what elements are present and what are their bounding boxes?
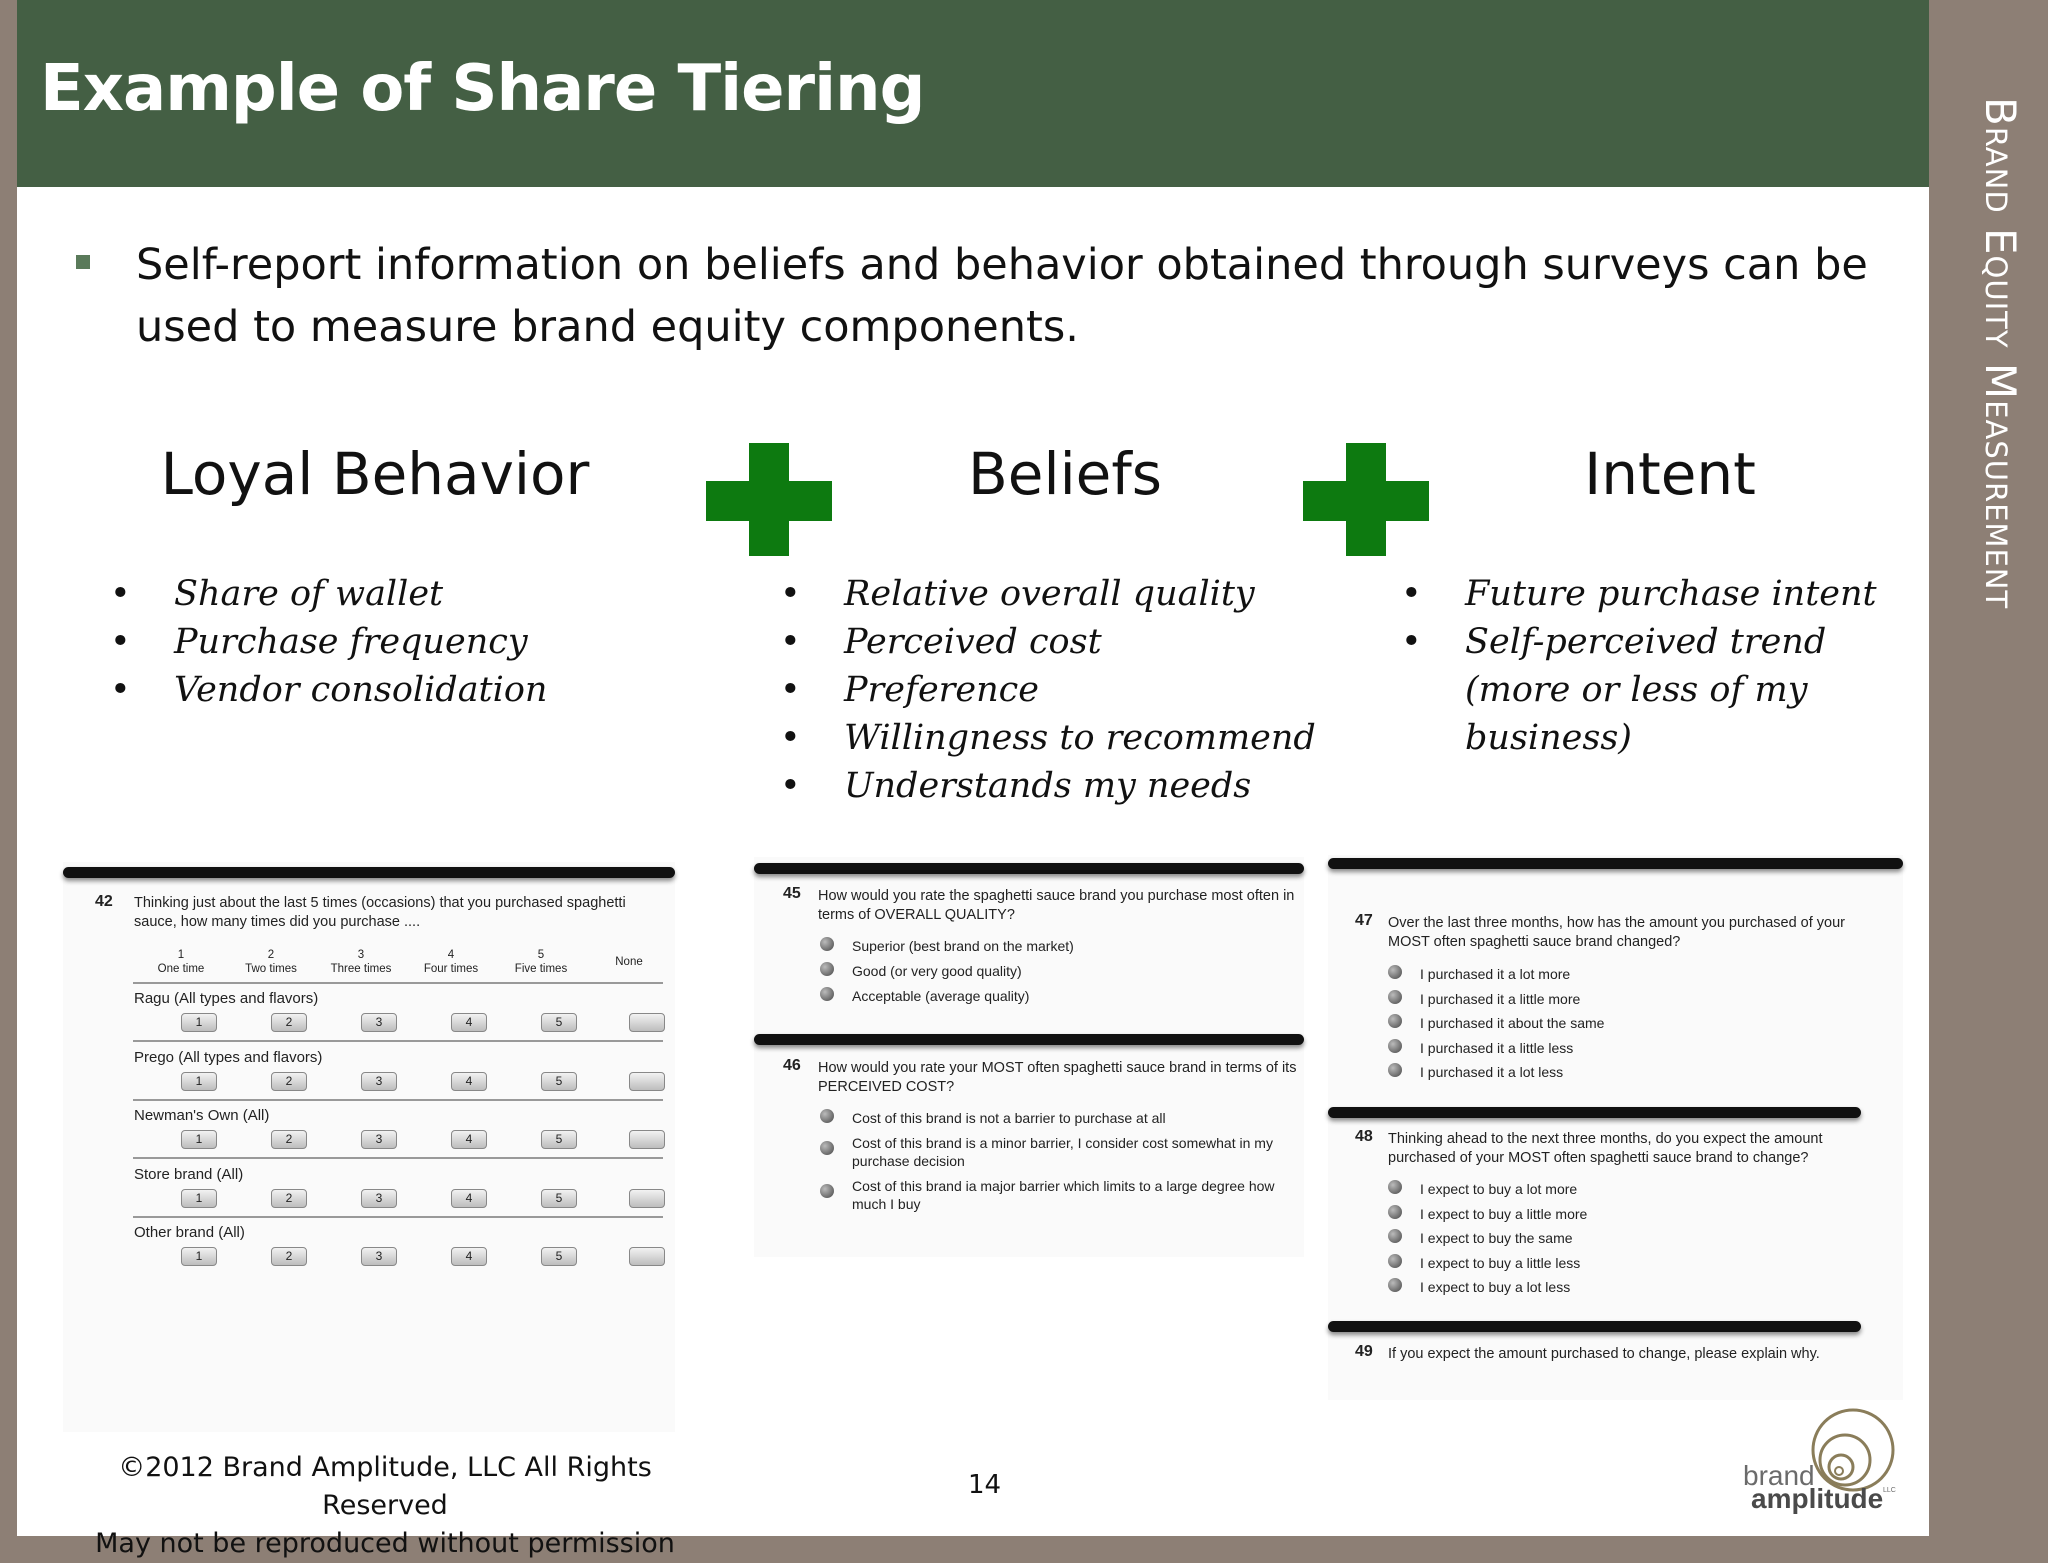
radio-option[interactable] [1388,1278,1402,1292]
radio-option[interactable] [1388,1014,1402,1028]
scale-option-button[interactable]: 4 [451,1130,487,1149]
scale-header: 3 Three times [330,949,392,975]
scale-option-button[interactable]: 2 [271,1130,307,1149]
option-label: I purchased it about the same [1420,1015,1605,1031]
option-label: I purchased it a lot less [1420,1064,1564,1080]
scale-option-button[interactable]: 4 [451,1247,487,1266]
scale-header: None [615,956,643,968]
row-label: Store brand (All) [134,1165,244,1183]
scale-option-button[interactable]: 4 [451,1189,487,1208]
divider [133,1040,663,1042]
list-item: • Vendor consolidation [110,666,670,714]
logo-llc: LLC [1883,1487,1896,1494]
radio-option[interactable] [820,1109,834,1123]
side-section-label [1965,97,2025,797]
radio-option[interactable] [1388,965,1402,979]
radio-option[interactable] [820,937,834,951]
copyright-line: ©2012 Brand Amplitude, LLC All Rights Reserved [118,1452,652,1521]
question-text: Thinking ahead to the next three months, do you expect the amount purchased of your MOST often spaghetti sauce brand to change? [1388,1131,1823,1166]
question-number: 45 [783,885,801,902]
survey-panel-q47-q49 [1328,855,1903,1400]
survey-panel-q42 [63,862,675,1432]
option-label: I expect to buy a little less [1420,1254,1581,1271]
scale-option-button[interactable]: 4 [451,1013,487,1032]
plus-icon [706,443,832,556]
option-label: Cost of this brand is not a barrier to purchase at all [852,1110,1166,1126]
logo-word-amplitude: amplitude [1751,1483,1884,1514]
option-label: I expect to buy a lot more [1420,1181,1578,1197]
question-number: 42 [95,893,113,910]
radio-option[interactable] [1388,1063,1402,1077]
option-label: I purchased it a little more [1420,990,1581,1007]
scale-option-button[interactable]: 3 [361,1072,397,1091]
scale-option-button[interactable]: 5 [541,1072,577,1091]
side-section-text: Brand Equity Measurement [1976,97,2025,610]
scale-header: 5 Five times [514,949,568,975]
row-label: Other brand (All) [134,1224,245,1241]
scale-header: 2 Two times [245,949,297,975]
beliefs-list [780,570,1340,810]
column-title-loyal-behavior: Loyal Behavior [160,440,590,508]
page-number: 14 [968,1470,1002,1500]
list-item: • Self-perceived trend (more or less of my business) [1401,618,1921,762]
scale-option-button[interactable]: 5 [541,1189,577,1208]
list-item: • Future purchase intent [1401,570,1921,618]
panel-rule [754,1034,1304,1045]
loyal-behavior-list [110,570,670,714]
scale-option-button[interactable] [629,1013,665,1032]
option-label: I expect to buy the same [1420,1230,1573,1246]
row-label: Ragu (All types and flavors) [134,990,319,1007]
list-item: • Willingness to recommend [780,714,1340,762]
divider [133,1099,663,1101]
question-number: 47 [1355,912,1373,929]
radio-option[interactable] [820,962,834,976]
option-label: Good (or very good quality) [852,963,1022,979]
intro-text: Self-report information on beliefs and behavior obtained through surveys can be used to measure brand equity components. [136,240,1868,352]
column-title-intent: Intent [1584,440,1756,508]
question-text: How would you rate your MOST often spaghetti sauce brand in terms of its PERCEIVED COST? [818,1060,1297,1095]
radio-option[interactable] [820,1141,834,1155]
panel-rule [63,867,675,878]
option-label: I purchased it a little less [1420,1039,1574,1056]
list-item: • Relative overall quality [780,570,1340,618]
option-label: Cost of this brand ia major barrier which limits to a large degree how much I buy [852,1178,1275,1212]
question-number: 49 [1355,1343,1373,1360]
radio-option[interactable] [1388,1254,1402,1268]
scale-option-button[interactable]: 1 [181,1189,217,1208]
question-number: 46 [783,1057,801,1074]
divider [133,982,663,984]
radio-option[interactable] [1388,1229,1402,1243]
panel-rule [754,863,1304,874]
column-title-beliefs: Beliefs [967,440,1163,508]
option-label: Acceptable (average quality) [852,988,1030,1004]
scale-option-button[interactable]: 1 [181,1247,217,1266]
scale-option-button[interactable]: 1 [181,1013,217,1032]
radio-option[interactable] [1388,1205,1402,1219]
option-label: I expect to buy a lot less [1420,1279,1571,1295]
scale-option-button[interactable] [629,1247,665,1266]
option-label: Superior (best brand on the market) [852,938,1074,954]
list-item: • Understands my needs [780,762,1340,810]
radio-option[interactable] [1388,1180,1402,1194]
slide-title: Example of Share Tiering [40,52,925,126]
option-label: I purchased it a lot more [1420,966,1571,982]
scale-header: 4 Four times [423,949,479,975]
list-item: • Preference [780,666,1340,714]
intro-bullet-icon [76,255,90,269]
scale-option-button[interactable]: 1 [181,1072,217,1091]
scale-option-button[interactable]: 3 [361,1130,397,1149]
scale-option-button[interactable]: 5 [541,1013,577,1032]
scale-option-button[interactable]: 5 [541,1130,577,1149]
radio-option[interactable] [820,987,834,1001]
scale-option-button[interactable] [629,1189,665,1208]
list-item: • Purchase frequency [110,618,670,666]
scale-header: 1 One time [157,949,205,975]
question-text: How would you rate the spaghetti sauce brand you purchase most often in terms of OVERALL QUALITY? [818,888,1295,923]
logo-word-brand: brand [1743,1460,1815,1491]
permission-line: May not be reproduced without permission [95,1528,675,1559]
radio-option[interactable] [1388,1039,1402,1053]
radio-option[interactable] [820,1184,834,1198]
row-label: Prego (All types and flavors) [134,1048,323,1066]
scale-option-button[interactable]: 1 [181,1130,217,1149]
survey-panel-q45-q46 [754,857,1304,1257]
copyright-footer [75,1449,695,1563]
divider [133,1157,663,1159]
radio-option[interactable] [1388,990,1402,1004]
question-text: Thinking just about the last 5 times (occasions) that you purchased spaghetti sauce, how many times did you purchase .... [134,895,626,930]
left-border [0,0,17,1536]
question-text: If you expect the amount purchased to change, please explain why. [1388,1346,1820,1362]
panel-rule [1328,1107,1861,1118]
row-label: Newman's Own (All) [134,1107,270,1124]
scale-option-button[interactable]: 3 [361,1013,397,1032]
scale-option-button[interactable]: 4 [451,1072,487,1091]
scale-option-button[interactable]: 2 [271,1189,307,1208]
divider [133,1216,663,1218]
scale-option-button[interactable]: 2 [271,1247,307,1266]
scale-option-button[interactable] [629,1130,665,1149]
brand-amplitude-logo [1735,1405,1900,1515]
scale-option-button[interactable]: 2 [271,1072,307,1091]
scale-option-button[interactable] [629,1072,665,1091]
panel-rule [1328,858,1903,869]
scale-option-button[interactable]: 3 [361,1247,397,1266]
question-number: 48 [1355,1128,1373,1145]
intent-list [1401,570,1921,762]
list-item: • Perceived cost [780,618,1340,666]
scale-option-button[interactable]: 2 [271,1013,307,1032]
list-item: • Share of wallet [110,570,670,618]
option-label: Cost of this brand is a minor barrier, I consider cost somewhat in my purchase decision [852,1135,1273,1169]
plus-icon [1303,443,1429,556]
question-text: Over the last three months, how has the amount you purchased of your MOST often spaghetti sauce brand changed? [1388,915,1846,950]
option-label: I expect to buy a little more [1420,1205,1588,1222]
scale-option-button[interactable]: 5 [541,1247,577,1266]
panel-rule [1328,1321,1861,1332]
scale-option-button[interactable]: 3 [361,1189,397,1208]
